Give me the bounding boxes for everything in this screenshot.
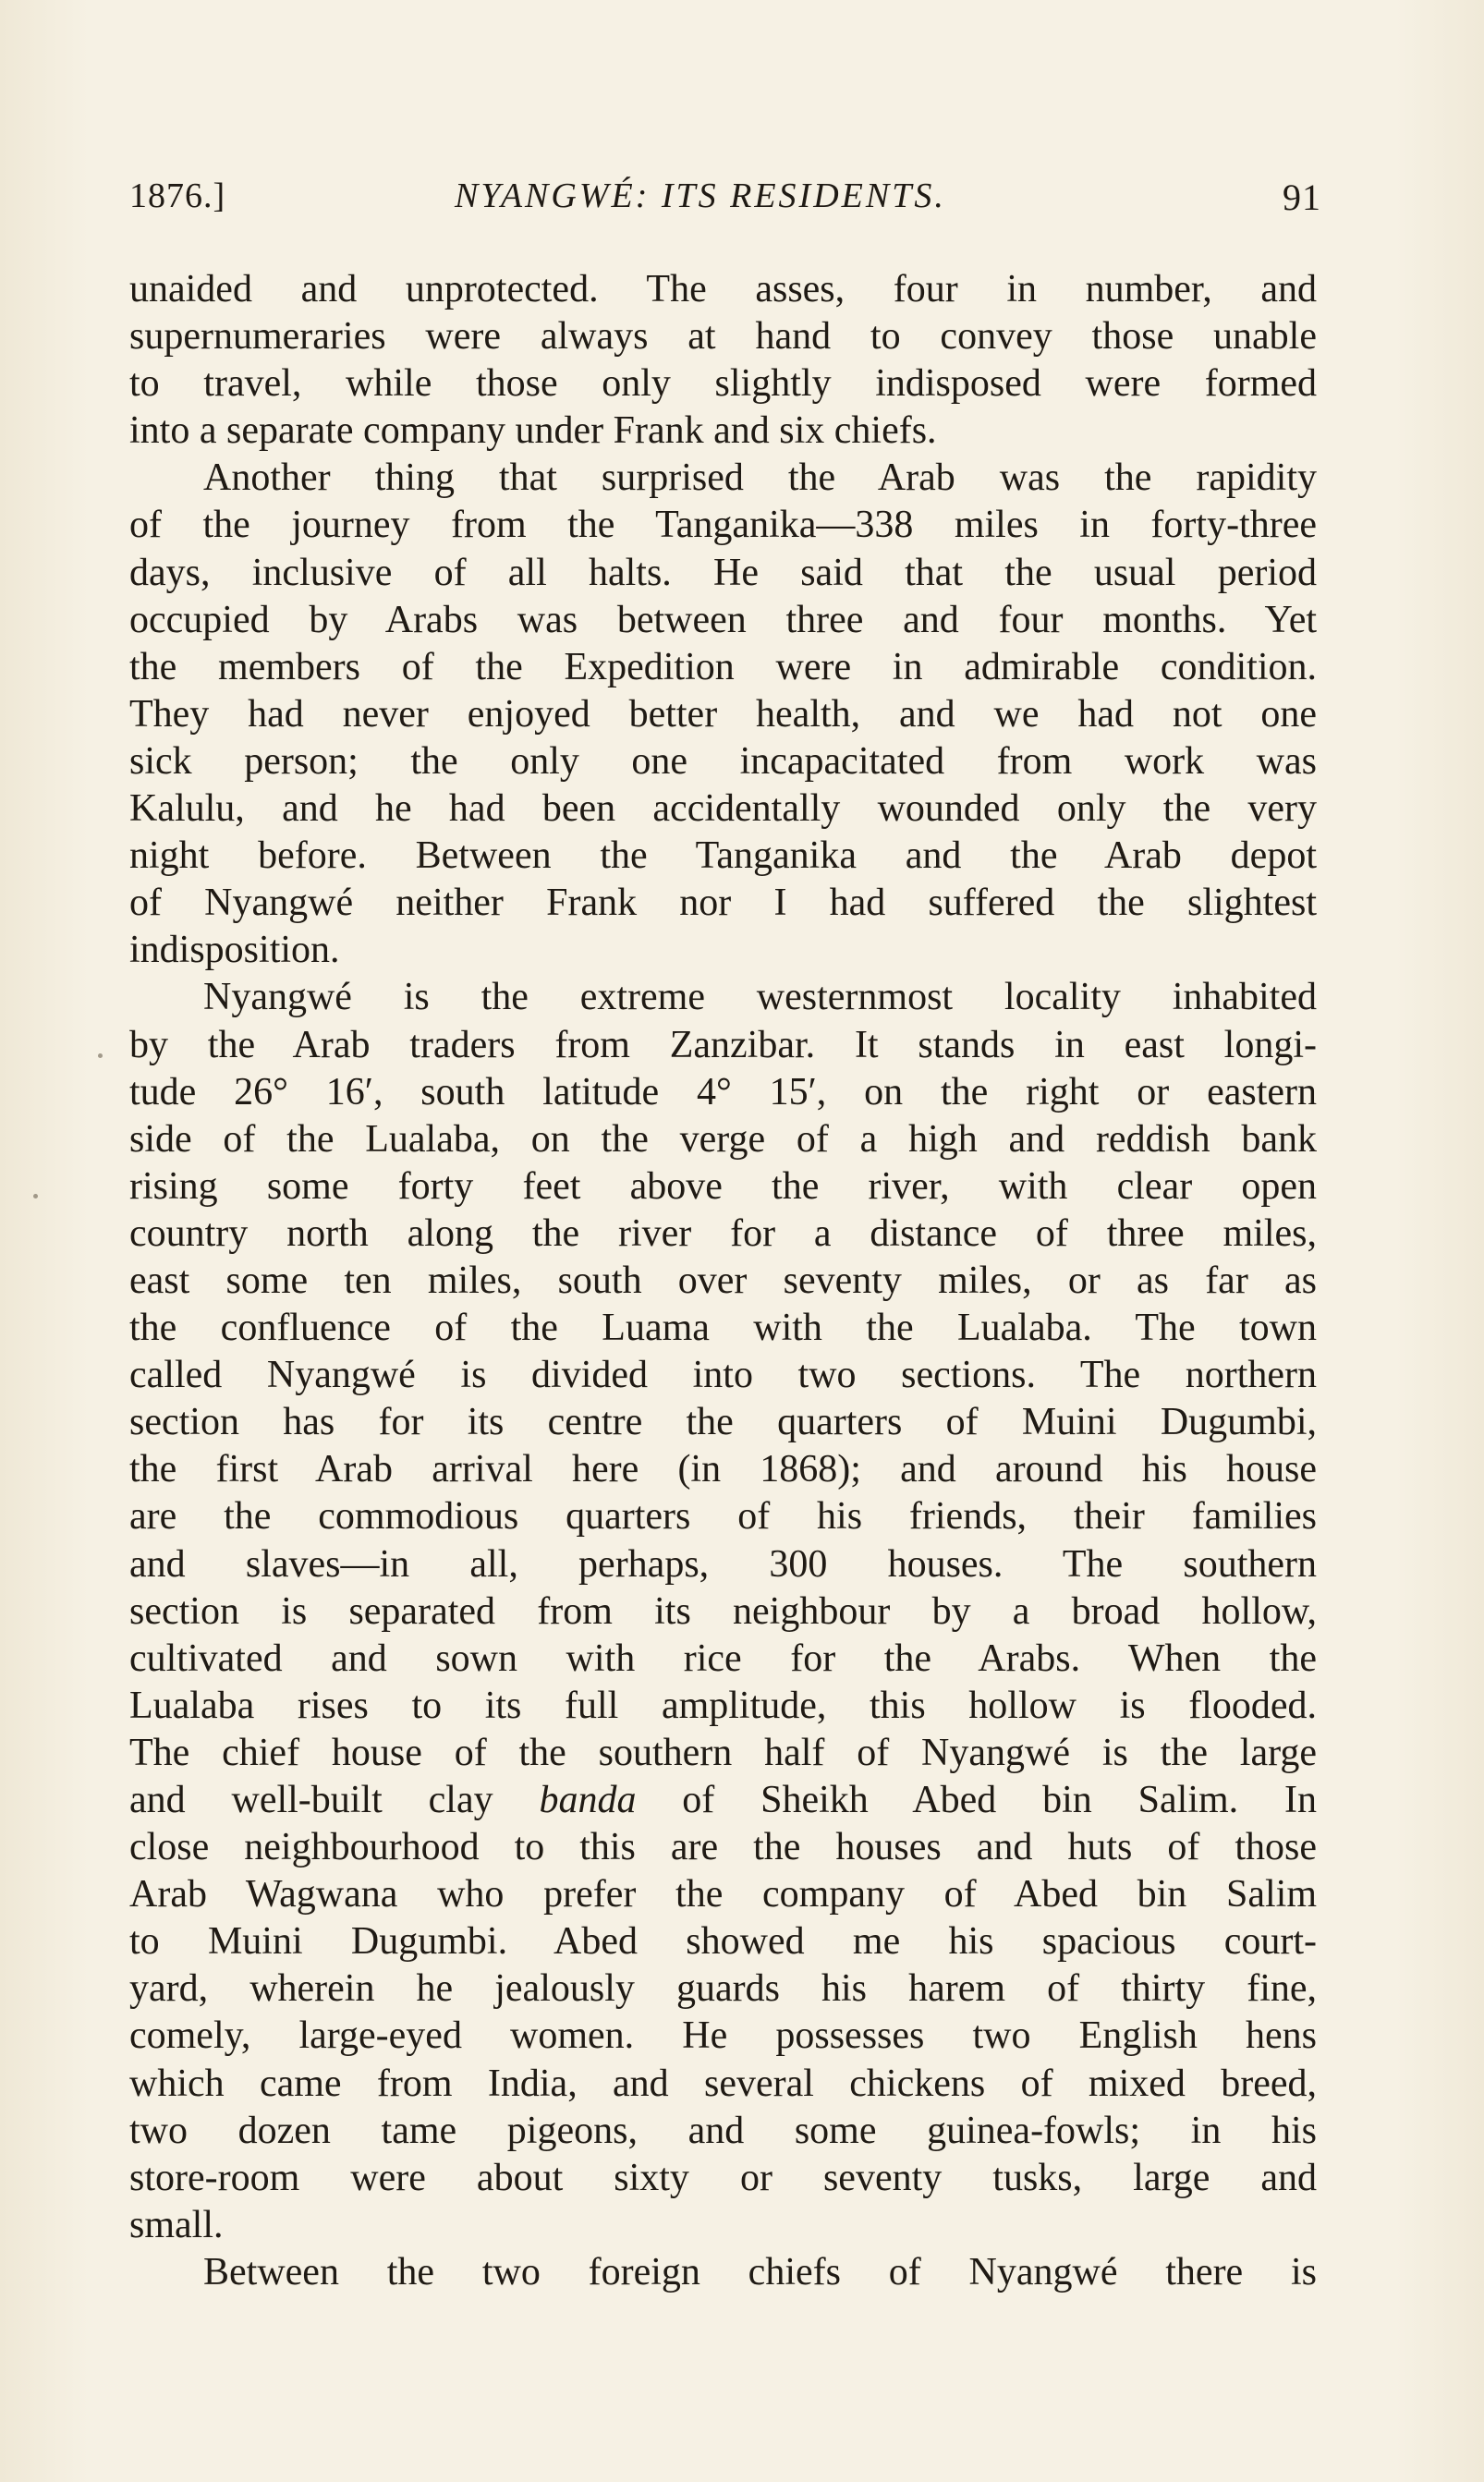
- text-line: the first Arab arrival here (in 1868); and around his house: [129, 1448, 1317, 1491]
- text-segment: of Sheikh Abed bin Salim. In: [636, 1779, 1317, 1821]
- text-line: country north along the river for a distance of three miles,: [129, 1211, 1317, 1255]
- text-line: Kalulu, and he had been accidentally wounded only the very: [129, 787, 1317, 831]
- text-line: They had never enjoyed better health, and we had not one: [129, 692, 1317, 736]
- header-title: NYANGWÉ: ITS RESIDENTS.: [455, 176, 946, 215]
- text-line: tude 26° 16′, south latitude 4° 15′, on the right or eastern: [129, 1070, 1317, 1113]
- text-line: by the Arab traders from Zanzibar. It stands in east longi-: [129, 1023, 1317, 1066]
- text-line: close neighbourhood to this are the houses and huts of those: [129, 1826, 1317, 1869]
- text-line: section has for its centre the quarters of Muini Dugumbi,: [129, 1401, 1317, 1444]
- paragraph-first-line: Nyangwé is the extreme westernmost locality inhabited: [203, 976, 1317, 1019]
- text-line: sick person; the only one incapacitated from work was: [129, 739, 1317, 783]
- text-line: occupied by Arabs was between three and four months. Yet: [129, 598, 1317, 641]
- text-line: the members of the Expedition were in admirable condition.: [129, 645, 1317, 688]
- header-year: 1876.]: [129, 176, 226, 215]
- paragraph-first-line: Between the two foreign chiefs of Nyangwé there is: [203, 2250, 1317, 2293]
- italic-word: banda: [539, 1779, 637, 1821]
- text-line: rising some forty feet above the river, with clear open: [129, 1164, 1317, 1208]
- page-number: 91: [1283, 176, 1321, 218]
- text-line: comely, large-eyed women. He possesses two English hens: [129, 2014, 1317, 2058]
- text-line: east some ten miles, south over seventy miles, or as far as: [129, 1259, 1317, 1302]
- text-line: [129, 1777, 1317, 1824]
- text-line: store-room were about sixty or seventy tusks, large and: [129, 2156, 1317, 2199]
- text-line: and slaves—in all, perhaps, 300 houses. The southern: [129, 1542, 1317, 1586]
- text-line: two dozen tame pigeons, and some guinea-fowls; in his: [129, 2109, 1317, 2152]
- text-line: days, inclusive of all halts. He said that the usual period: [129, 551, 1317, 594]
- text-line: supernumeraries were always at hand to convey those unable: [129, 315, 1317, 359]
- paper-speck: [33, 1194, 38, 1198]
- text-line: the confluence of the Luama with the Lualaba. The town: [129, 1307, 1317, 1350]
- text-line: to travel, while those only slightly indisposed were formed: [129, 362, 1317, 406]
- text-line: night before. Between the Tanganika and the Arab depot: [129, 834, 1317, 878]
- text-line: of Nyangwé neither Frank nor I had suffered the slightest: [129, 882, 1317, 925]
- paper-speck: [98, 1053, 103, 1058]
- text-line: Lualaba rises to its full amplitude, this hollow is flooded.: [129, 1684, 1317, 1727]
- text-line: Arab Wagwana who prefer the company of Abed bin Salim: [129, 1873, 1317, 1916]
- running-header: [129, 176, 1321, 231]
- text-line: section is separated from its neighbour by a broad hollow,: [129, 1589, 1317, 1633]
- text-line: cultivated and sown with rice for the Arabs. When the: [129, 1636, 1317, 1680]
- text-line: of the journey from the Tanganika—338 miles in forty-three: [129, 504, 1317, 547]
- text-line: which came from India, and several chickens of mixed breed,: [129, 2062, 1317, 2105]
- paragraph-first-line: Another thing that surprised the Arab was the rapidity: [203, 456, 1317, 500]
- text-line: called Nyangwé is divided into two sections. The northern: [129, 1354, 1317, 1397]
- body-text: [129, 266, 1317, 2296]
- text-line: are the commodious quarters of his friends, their families: [129, 1495, 1317, 1539]
- text-line: side of the Lualaba, on the verge of a high and reddish bank: [129, 1117, 1317, 1161]
- text-line: to Muini Dugumbi. Abed showed me his spacious court-: [129, 1920, 1317, 1964]
- text-line: into a separate company under Frank and six chiefs.: [129, 409, 937, 453]
- text-line: unaided and unprotected. The asses, four in number, and: [129, 268, 1317, 310]
- text-line: yard, wherein he jealously guards his harem of thirty fine,: [129, 1967, 1317, 2011]
- text-line: The chief house of the southern half of Nyangwé is the large: [129, 1731, 1317, 1774]
- text-line: indisposition.: [129, 929, 340, 972]
- text-segment: and well-built clay: [129, 1779, 540, 1821]
- text-line: small.: [129, 2203, 224, 2246]
